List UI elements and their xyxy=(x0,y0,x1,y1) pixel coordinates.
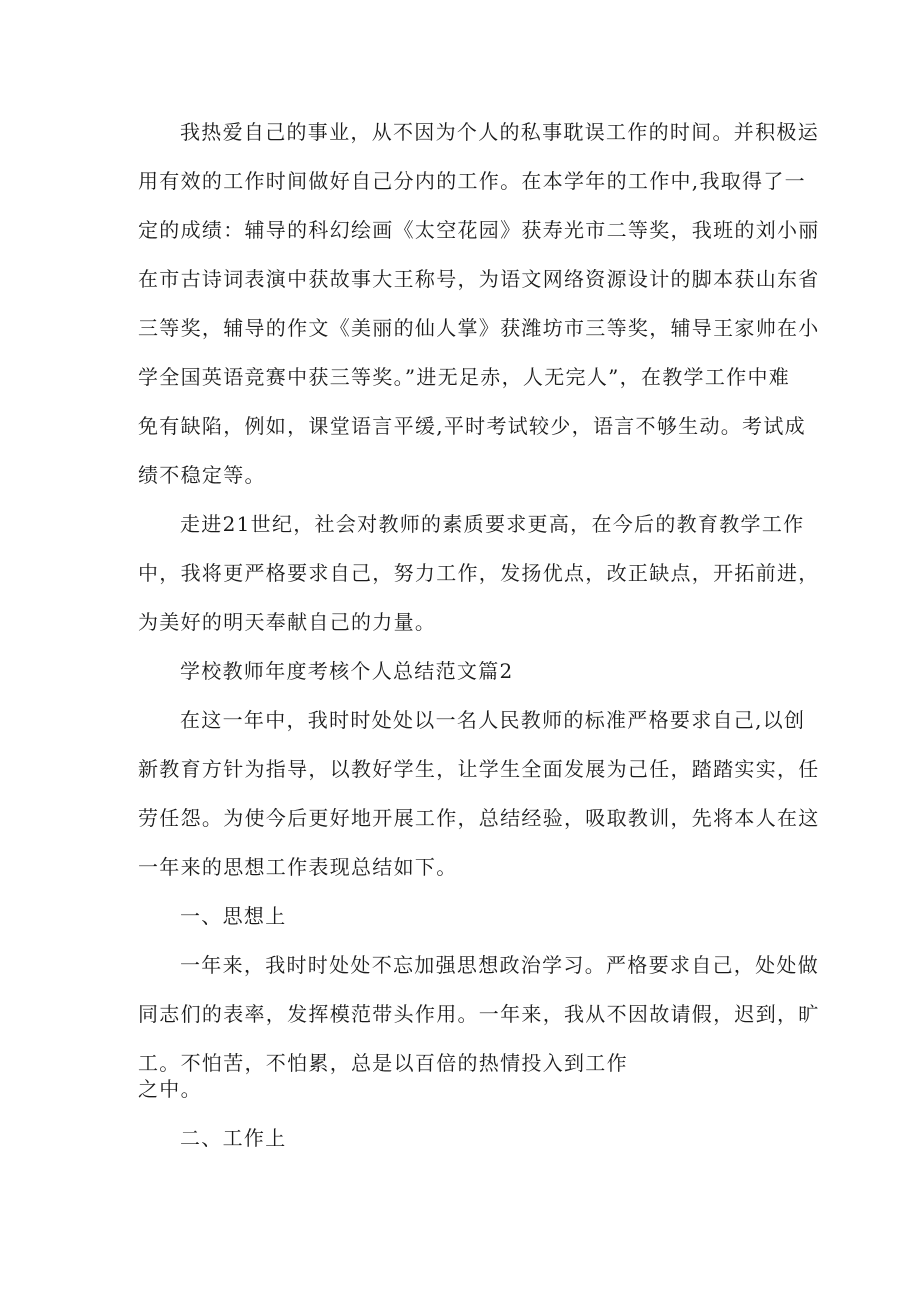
heading-thought: 一、思想上 xyxy=(180,904,287,928)
paragraph3-line: 新教育方针为指导，以教好学生，让学生全面发展为己任，踏踏实实，任 xyxy=(138,757,820,781)
paragraph1-line: 在市古诗词表演中获故事大王称号，为语文网络资源设计的脚本获山东省 xyxy=(138,267,820,291)
paragraph3-line: 劳任怨。为使今后更好地开展工作，总结经验，吸取教训，先将本人在这 xyxy=(138,806,820,830)
paragraph2-line: 中，我将更严格要求自己，努力工作，发扬优点，改正缺点，开拓前进， xyxy=(138,561,820,585)
paragraph1-line: 绩不稳定等。 xyxy=(138,463,266,487)
paragraph3-line: 一年来的思想工作表现总结如下。 xyxy=(138,855,458,879)
paragraph4-line: 同志们的表率，发挥模范带头作用。一年来，我从不因故请假，迟到，旷 xyxy=(138,1002,820,1026)
paragraph1-line: 用有效的工作时间做好自己分内的工作。在本学年的工作中,我取得了一 xyxy=(138,169,806,193)
paragraph1-line: 三等奖，辅导的作文《美丽的仙人掌》获潍坊市三等奖，辅导王家帅在小 xyxy=(138,316,820,340)
paragraph2-line: 为美好的明天奉献自己的力量。 xyxy=(138,610,437,634)
paragraph2-line: 走进21世纪，社会对教师的素质要求更高，在今后的教育教学工作 xyxy=(180,512,805,536)
paragraph1-line: 学全国英语竞赛中获三等奖。”进无足赤，人无完人”，在教学工作中难 xyxy=(138,365,791,389)
heading-work: 二、工作上 xyxy=(180,1126,287,1150)
paragraph1-line: 定的成绩：辅导的科幻绘画《太空花园》获寿光市二等奖，我班的刘小丽 xyxy=(138,218,820,242)
paragraph4-line: 之中。 xyxy=(138,1077,202,1101)
paragraph4-line: 一年来，我时时处处不忘加强思想政治学习。严格要求自己，处处做 xyxy=(180,953,819,977)
paragraph3-line: 在这一年中，我时时处处以一名人民教师的标准严格要求自己,以创 xyxy=(180,708,806,732)
paragraph4-line: 工。不怕苦，不怕累，总是以百倍的热情投入到工作 xyxy=(138,1051,628,1075)
section-title: 学校教师年度考核个人总结范文篇2 xyxy=(180,659,514,683)
paragraph1-line: 我热爱自己的事业，从不因为个人的私事耽误工作的时间。并积极运 xyxy=(180,120,819,144)
paragraph1-line: 免有缺陷，例如，课堂语言平缓,平时考试较少，语言不够生动。考试成 xyxy=(138,414,806,438)
